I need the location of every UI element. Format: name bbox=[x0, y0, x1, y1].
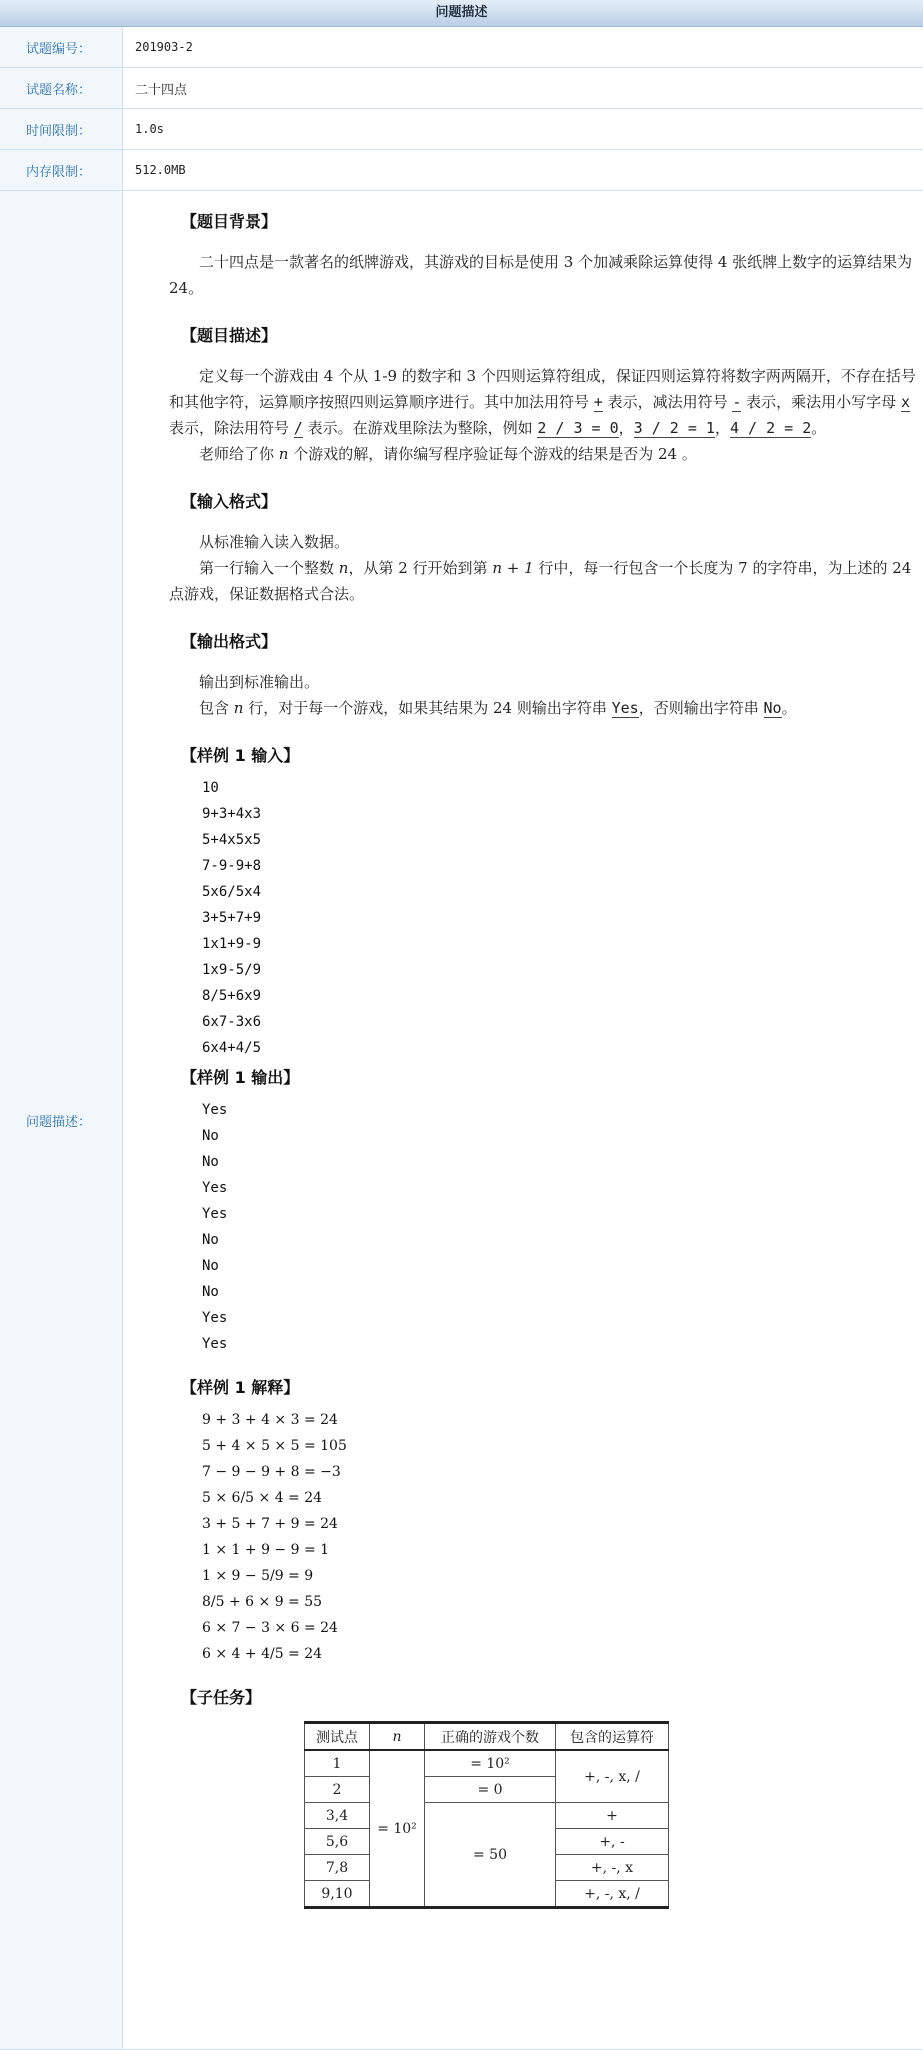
text-span: ， bbox=[618, 419, 634, 437]
description-text-2 bbox=[169, 441, 921, 467]
math-var: n bbox=[338, 559, 349, 577]
math-var: n bbox=[233, 699, 244, 717]
math-var: n bbox=[278, 445, 289, 463]
sample-input-block bbox=[169, 775, 921, 1061]
code-span: + bbox=[593, 393, 603, 411]
code-line: No bbox=[202, 1232, 219, 1248]
table-cell: +, -, x, / bbox=[556, 1881, 669, 1908]
code-line: No bbox=[202, 1154, 219, 1170]
text-span: ，从第 2 行开始到第 bbox=[348, 559, 493, 577]
text-span: 包含 bbox=[199, 699, 234, 717]
math-var: n bbox=[392, 1728, 402, 1745]
meta-row-time bbox=[0, 109, 923, 150]
text-span: 第一行输入一个整数 bbox=[199, 559, 339, 577]
table-row bbox=[305, 1803, 669, 1829]
table-header-cell: 正确的游戏个数 bbox=[425, 1723, 556, 1751]
table-cell: 5,6 bbox=[305, 1829, 370, 1855]
meta-row-memory bbox=[0, 150, 923, 191]
code-line: 1x9-5/9 bbox=[202, 962, 262, 978]
text-span: 。 bbox=[811, 419, 827, 437]
text-span: ， bbox=[714, 419, 730, 437]
meta-label: 试题名称： bbox=[0, 68, 123, 108]
meta-label: 时间限制： bbox=[0, 109, 123, 149]
text-span: 行，对于每一个游戏，如果其结果为 24 则输出字符串 bbox=[243, 699, 612, 717]
meta-label: 内存限制： bbox=[0, 150, 123, 190]
code-span: Yes bbox=[611, 699, 639, 717]
section-heading: 【题目描述】 bbox=[181, 326, 278, 345]
text-span: 。 bbox=[781, 699, 797, 717]
table-header-cell: 测试点 bbox=[305, 1723, 370, 1751]
code-line: 5+4x5x5 bbox=[202, 832, 262, 848]
table-cell: = 50 bbox=[425, 1803, 556, 1908]
code-line: 9+3+4x3 bbox=[202, 806, 262, 822]
code-line: Yes bbox=[202, 1310, 228, 1326]
meta-value: 1.0s bbox=[135, 122, 164, 136]
code-line: 6x4+4/5 bbox=[202, 1040, 262, 1056]
text-span: 表示，除法用符号 bbox=[169, 419, 294, 437]
meta-label: 问题描述： bbox=[0, 191, 123, 2049]
description-text bbox=[169, 363, 921, 441]
code-span: 2 / 3 = 0 bbox=[537, 419, 619, 437]
text-span: 表示，乘法用小写字母 bbox=[741, 393, 901, 411]
text-span: 表示。在游戏里除法为整除，例如 bbox=[302, 419, 538, 437]
section-heading: 【样例 1 解释】 bbox=[181, 1378, 300, 1397]
math-line: 7 − 9 − 9 + 8 = −3 bbox=[202, 1464, 341, 1480]
code-span: / bbox=[293, 419, 303, 437]
table-cell: 7,8 bbox=[305, 1855, 370, 1881]
table-cell: 3,4 bbox=[305, 1803, 370, 1829]
table-cell: 9,10 bbox=[305, 1881, 370, 1908]
code-line: 3+5+7+9 bbox=[202, 910, 262, 926]
text-span: 行中，每一行包含一个长度为 7 的字符串，为上述的 24 点游戏，保证数据格式合法。 bbox=[169, 559, 912, 603]
table-cell: +, -, x bbox=[556, 1855, 669, 1881]
output-text-2 bbox=[169, 695, 921, 721]
table-cell: 1 bbox=[305, 1750, 370, 1777]
math-line: 3 + 5 + 7 + 9 = 24 bbox=[202, 1516, 338, 1532]
code-line: Yes bbox=[202, 1336, 228, 1352]
code-span: x bbox=[900, 393, 910, 411]
math-line: 6 × 7 − 3 × 6 = 24 bbox=[202, 1620, 338, 1636]
math-line: 1 × 9 − 5/9 = 9 bbox=[202, 1568, 314, 1584]
code-line: 5x6/5x4 bbox=[202, 884, 262, 900]
table-row bbox=[305, 1750, 669, 1777]
meta-value: 二十四点 bbox=[135, 82, 188, 98]
meta-value: 512.0MB bbox=[135, 163, 186, 177]
sample-explain-block bbox=[169, 1407, 921, 1667]
math-var: n + 1 bbox=[492, 559, 534, 577]
output-text-1: 输出到标准输出。 bbox=[199, 673, 320, 691]
description-row bbox=[0, 191, 923, 2050]
code-line: 8/5+6x9 bbox=[202, 988, 262, 1004]
table-cell: = 10² bbox=[370, 1750, 425, 1908]
section-heading: 【子任务】 bbox=[181, 1688, 262, 1707]
code-span: 3 / 2 = 1 bbox=[633, 419, 715, 437]
code-line: Yes bbox=[202, 1102, 228, 1118]
page-title: 问题描述 bbox=[0, 0, 923, 27]
section-heading: 【样例 1 输入】 bbox=[181, 746, 300, 765]
meta-row-name bbox=[0, 68, 923, 109]
table-cell: +, - bbox=[556, 1829, 669, 1855]
math-line: 6 × 4 + 4/5 = 24 bbox=[202, 1646, 323, 1662]
background-text: 二十四点是一款著名的纸牌游戏，其游戏的目标是使用 3 个加减乘除运算使得 4 张纸牌上数字的运算结果为 24。 bbox=[169, 253, 913, 297]
problem-content bbox=[123, 191, 923, 2049]
code-line: No bbox=[202, 1258, 219, 1274]
math-line: 8/5 + 6 × 9 = 55 bbox=[202, 1594, 323, 1610]
meta-row-id bbox=[0, 27, 923, 68]
text-span: ，否则输出字符串 bbox=[638, 699, 764, 717]
input-text-1: 从标准输入读入数据。 bbox=[199, 533, 350, 551]
table-cell: = 0 bbox=[425, 1777, 556, 1803]
text-span: 老师给了你 bbox=[199, 445, 279, 463]
code-line: 10 bbox=[202, 780, 219, 796]
text-span: 个游戏的解，请你编写程序验证每个游戏的结果是否为 24 。 bbox=[288, 445, 697, 463]
sample-output-block bbox=[169, 1097, 921, 1357]
section-heading: 【样例 1 输出】 bbox=[181, 1068, 300, 1087]
table-cell: + bbox=[556, 1803, 669, 1829]
math-line: 5 + 4 × 5 × 5 = 105 bbox=[202, 1438, 347, 1454]
input-text-2 bbox=[169, 555, 921, 607]
text-span: 表示，减法用符号 bbox=[602, 393, 733, 411]
meta-label: 试题编号： bbox=[0, 27, 123, 67]
code-line: 6x7-3x6 bbox=[202, 1014, 262, 1030]
table-header-row bbox=[305, 1723, 669, 1751]
code-line: 7-9-9+8 bbox=[202, 858, 262, 874]
section-heading: 【输出格式】 bbox=[181, 632, 278, 651]
section-heading: 【题目背景】 bbox=[181, 212, 278, 231]
table-cell: +, -, x, / bbox=[556, 1750, 669, 1803]
code-line: No bbox=[202, 1128, 219, 1144]
math-line: 5 × 6/5 × 4 = 24 bbox=[202, 1490, 323, 1506]
code-span: 4 / 2 = 2 bbox=[729, 419, 812, 437]
text-span: 定义每一个游戏由 4 个从 1-9 的数字和 3 个四则运算符组成，保证四则运算符将数字两两隔开，不存在括号和其他字符，运算顺序按照四则运算顺序进行。其中加法用符号 bbox=[169, 367, 916, 411]
code-line: Yes bbox=[202, 1206, 228, 1222]
code-span: No bbox=[763, 699, 782, 717]
section-heading: 【输入格式】 bbox=[181, 492, 278, 511]
code-line: Yes bbox=[202, 1180, 228, 1196]
code-line: 1x1+9-9 bbox=[202, 936, 262, 952]
table-cell: = 10² bbox=[425, 1750, 556, 1777]
table-header-cell: 包含的运算符 bbox=[556, 1723, 669, 1751]
code-span: - bbox=[732, 393, 742, 411]
math-line: 1 × 1 + 9 − 9 = 1 bbox=[202, 1542, 330, 1558]
subtask-table bbox=[304, 1721, 669, 1909]
code-line: No bbox=[202, 1284, 219, 1300]
math-line: 9 + 3 + 4 × 3 = 24 bbox=[202, 1412, 338, 1428]
table-cell: 2 bbox=[305, 1777, 370, 1803]
table-header-cell bbox=[370, 1723, 425, 1751]
meta-value: 201903-2 bbox=[135, 40, 193, 54]
